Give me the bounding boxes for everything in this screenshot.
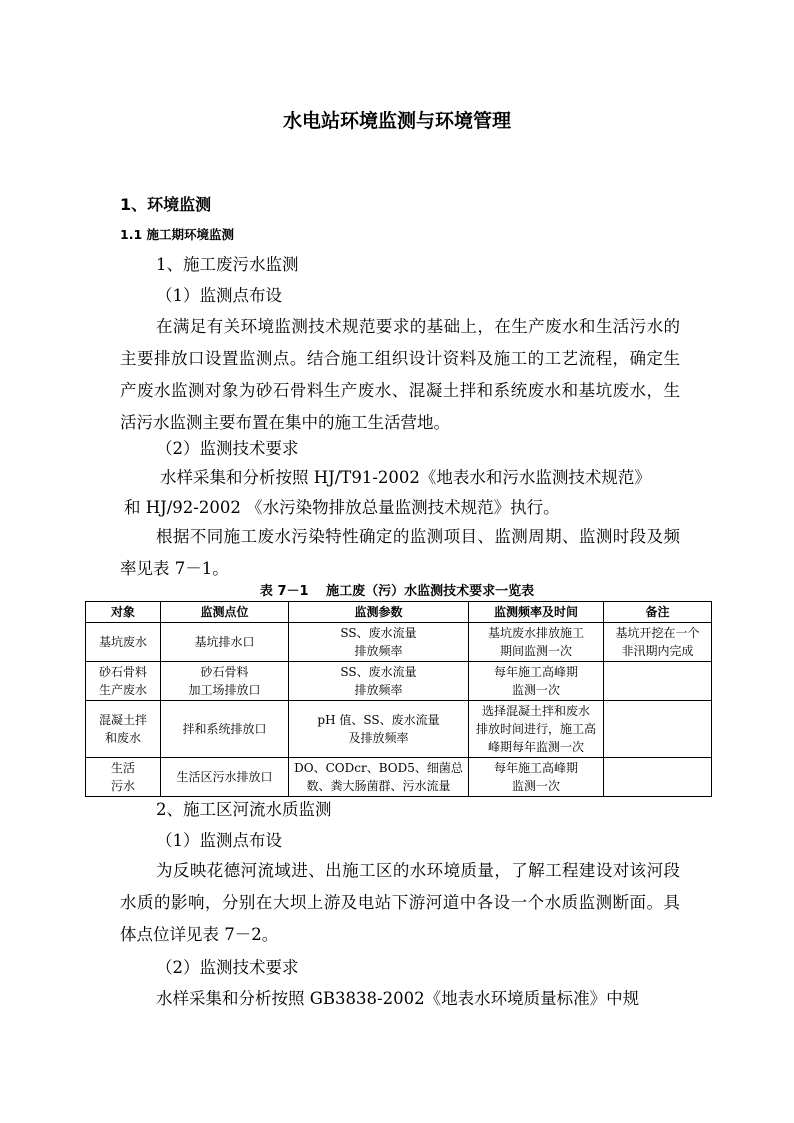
item-heading-river-technical-requirements: （2）监测技术要求 [156,958,299,977]
table-header-cell: 监测频率及时间 [469,602,604,623]
paragraph-sampling-line2: 和 HJ/92-2002 《水污染物排放总量监测技术规范》执行。 [124,498,560,517]
paragraph-river-sampling: 水样采集和分析按照 GB3838-2002《地表水环境质量标准》中规 [156,989,640,1008]
table-caption: 表 7－1 施工废（污）水监测技术要求一览表 [259,584,535,599]
table-cell: 砂石骨料 加工场排放口 [161,662,289,701]
table-row [86,701,712,758]
table-header-cell: 对象 [86,602,161,623]
item-heading-river-monitoring-points: （1）监测点布设 [156,831,282,850]
table-cell: 生活 污水 [86,758,161,797]
table-row [86,662,712,701]
item-heading-monitoring-points: （1）监测点布设 [156,286,282,305]
subsection-heading-construction-period: 1.1 施工期环境监测 [120,227,234,242]
section-heading-environment-monitoring: 1、环境监测 [120,195,212,214]
table-cell: 基坑废水 [86,623,161,662]
table-cell [604,758,712,797]
paragraph-monitoring-points: 在满足有关环境监测技术规范要求的基础上，在生产废水和生活污水的主要排放口设置监测点。结合施工组织设计资料及施工的工艺流程，确定生产废水监测对象为砂石骨料生产废水、混凝土拌和系统废水和基坑废水，生活污水监测主要布置在集中的施工生活营地。 [120,317,680,432]
wastewater-monitoring-table [85,601,712,797]
table-cell: pH 值、SS、废水流量 及排放频率 [289,701,469,758]
table-header-row [86,602,712,623]
table-cell: 生活区污水排放口 [161,758,289,797]
item-heading-river-monitoring: 2、施工区河流水质监测 [156,800,332,819]
table-cell: SS、废水流量 排放频率 [289,662,469,701]
table-cell [604,662,712,701]
table-header-cell: 监测参数 [289,602,469,623]
table-header-cell: 备注 [604,602,712,623]
table-cell: 拌和系统排放口 [161,701,289,758]
page-title: 水电站环境监测与环境管理 [282,110,511,132]
table-cell: 混凝土拌 和废水 [86,701,161,758]
paragraph-sampling-line1: 水样采集和分析按照 HJ/T91-2002《地表水和污水监测技术规范》 [160,468,651,487]
table-cell: 基坑开挖在一个 非汛期内完成 [604,623,712,662]
table-cell: 砂石骨料 生产废水 [86,662,161,701]
table-row [86,758,712,797]
table-cell: 基坑废水排放施工 期间监测一次 [469,623,604,662]
table-row [86,623,712,662]
paragraph-monitoring-items: 根据不同施工废水污染特性确定的监测项目、监测周期、监测时段及频率见表 7－1。 [120,527,680,578]
table-cell: DO、CODcr、BOD5、细菌总 数、粪大肠菌群、污水流量 [289,758,469,797]
table-header-cell: 监测点位 [161,602,289,623]
table-cell: 每年施工高峰期 监测一次 [469,758,604,797]
paragraph-river-monitoring-points: 为反映花德河流域进、出施工区的水环境质量，了解工程建设对该河段水质的影响，分别在大坝上游及电站下游河道中各设一个水质监测断面。具体点位详见表 7－2。 [120,861,680,944]
table-cell: 选择混凝土拌和废水 排放时间进行，施工高 峰期每年监测一次 [469,701,604,758]
item-heading-technical-requirements: （2）监测技术要求 [156,439,299,458]
table-cell [604,701,712,758]
table-cell: 基坑排水口 [161,623,289,662]
table-cell: SS、废水流量 排放频率 [289,623,469,662]
item-heading-wastewater: 1、施工废污水监测 [156,255,299,274]
table-cell: 每年施工高峰期 监测一次 [469,662,604,701]
